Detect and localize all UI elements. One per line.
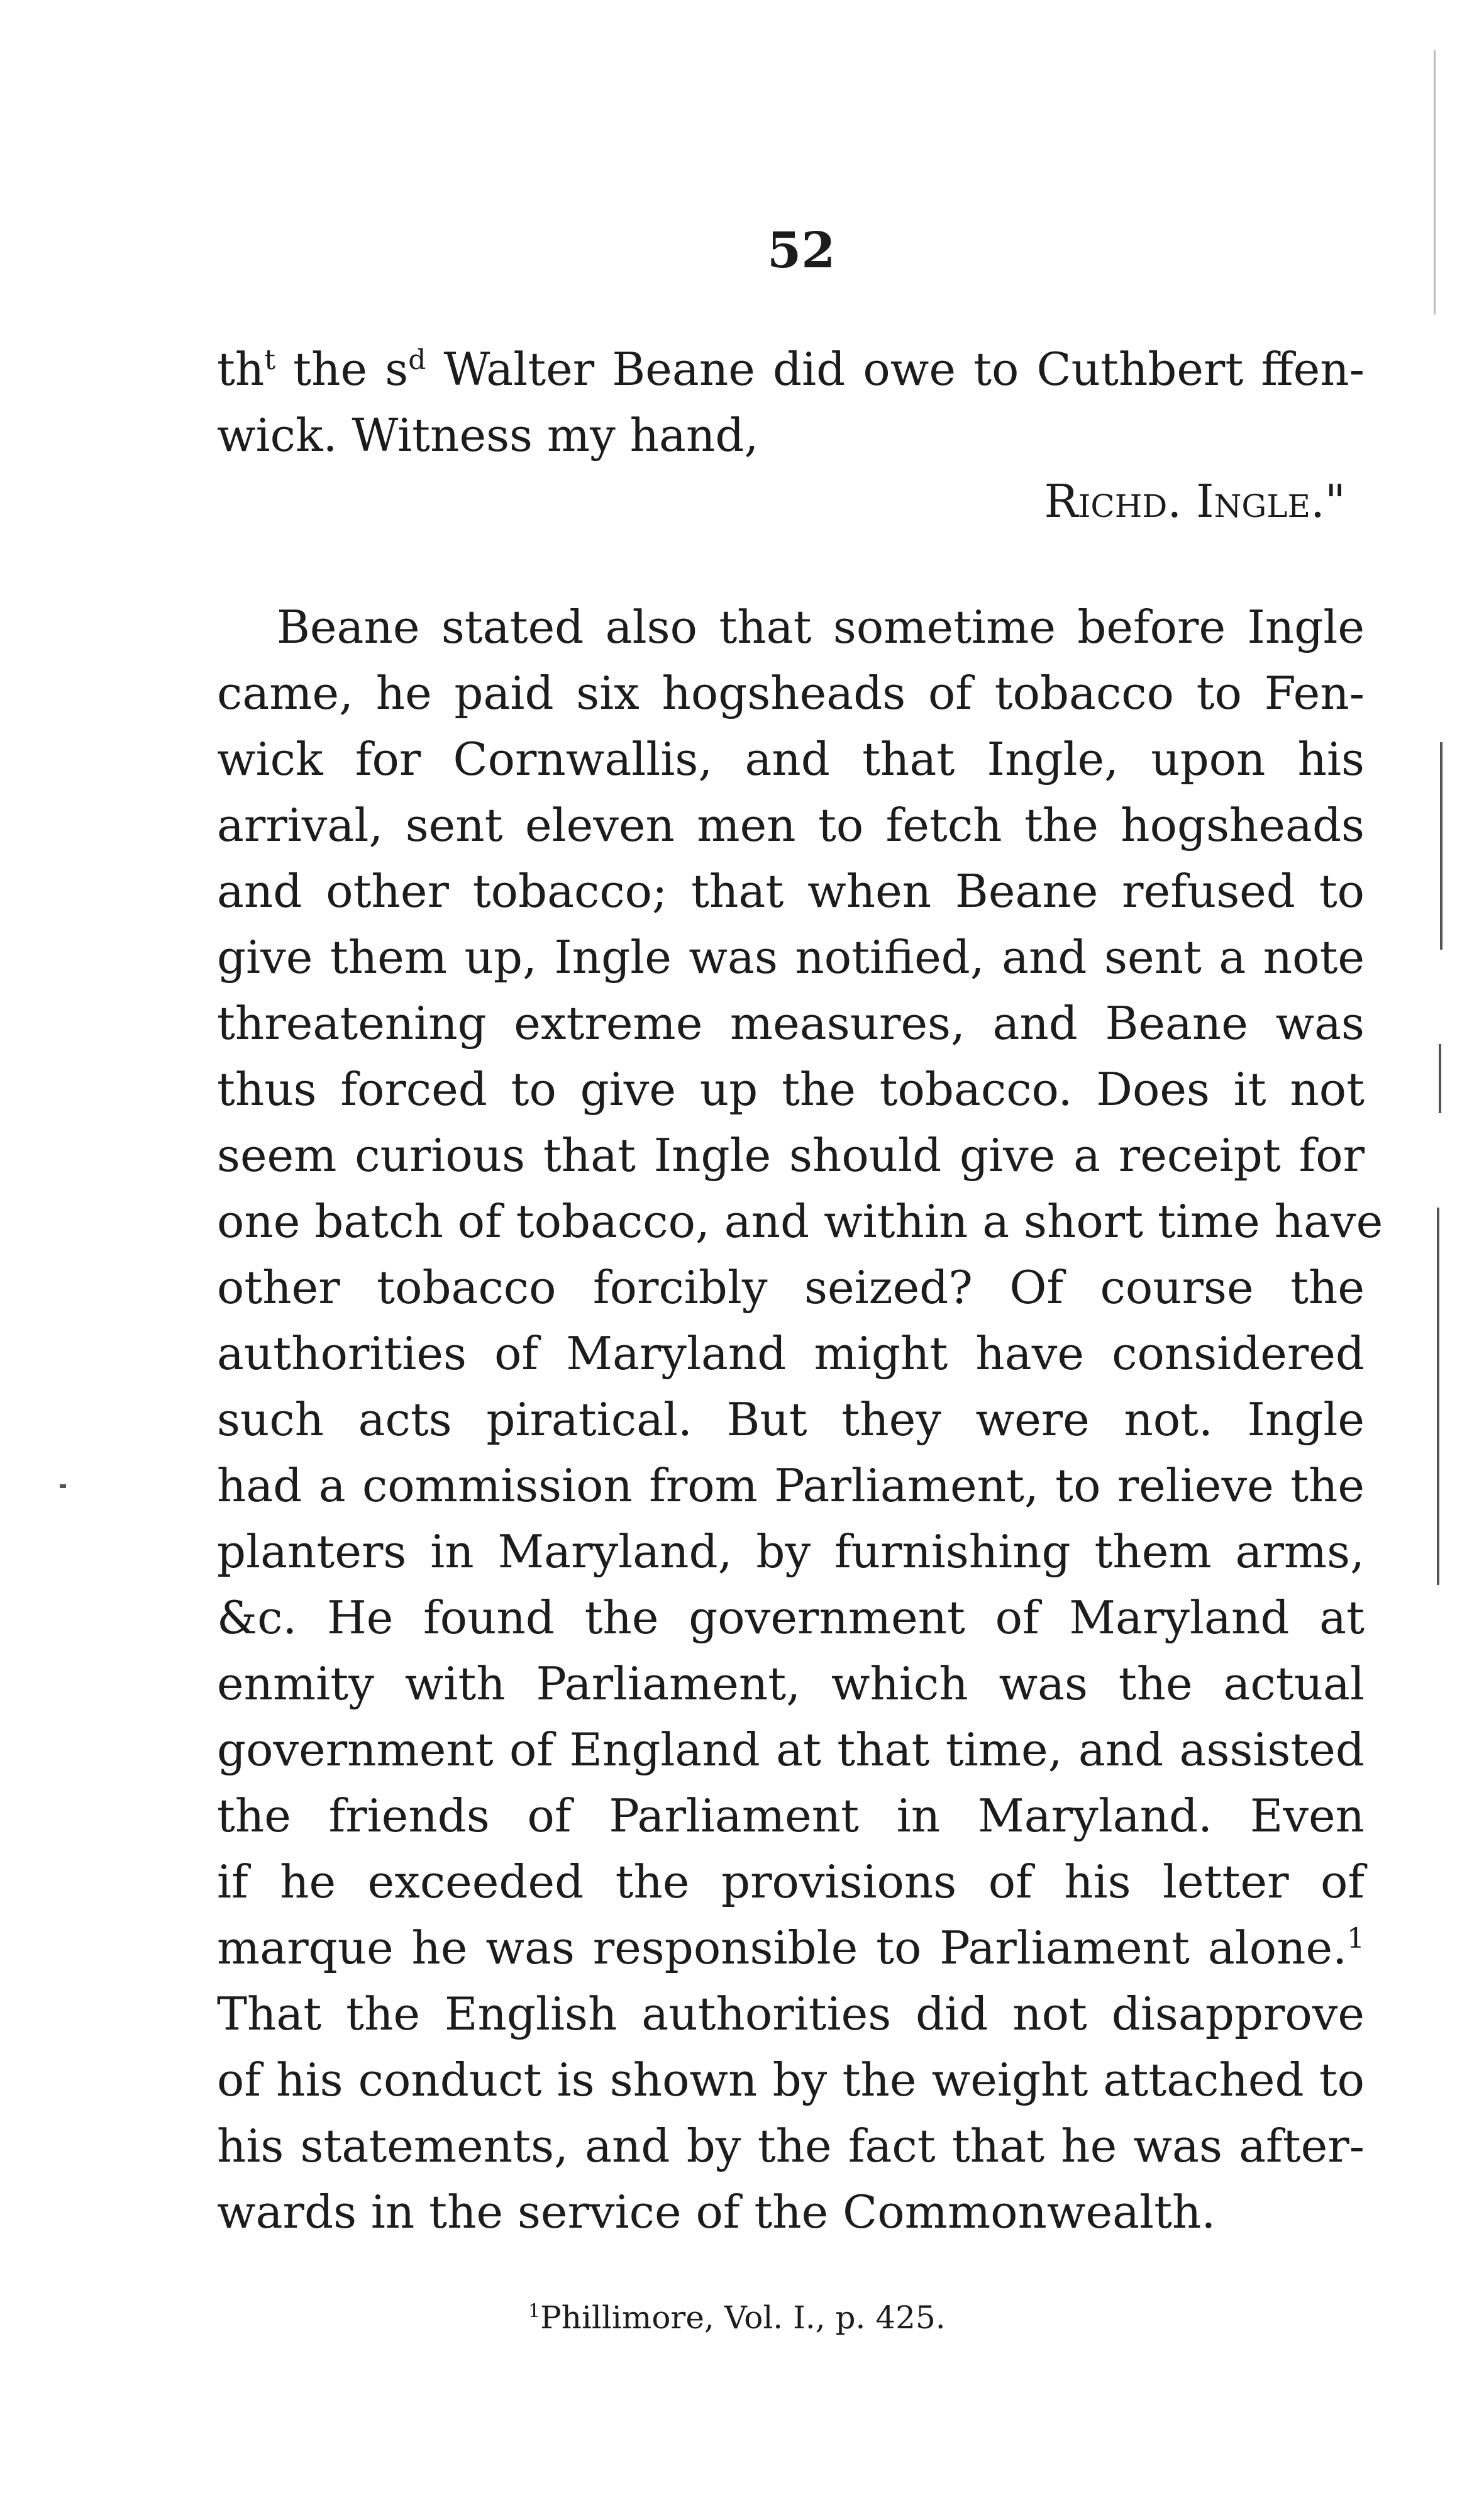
footnote-ref: 1: [1347, 1923, 1365, 1955]
paragraph-line: give them up, Ingle was notified, and sent a note: [217, 931, 1365, 984]
paragraph-line: thus forced to give up the tobacco. Does it not: [217, 1063, 1365, 1116]
paragraph-line: threatening extreme measures, and Beane was: [217, 997, 1365, 1050]
margin-scan-mark: [1437, 1208, 1439, 1585]
page-number: 52: [767, 222, 836, 279]
paragraph-line: &c. He found the government of Maryland at: [217, 1591, 1365, 1644]
paragraph-line: seem curious that Ingle should give a receipt for: [217, 1129, 1365, 1182]
paragraph-line: authorities of Maryland might have considered: [217, 1327, 1365, 1380]
paragraph-line: wick for Cornwallis, and that Ingle, upon his: [217, 733, 1365, 786]
footnote-mark: 1: [528, 2300, 541, 2323]
margin-scan-mark: [1440, 742, 1442, 950]
quote-line-1: $th^t$ the $s^d$ Walter Beane did owe to Cuthbert ffen-: [217, 343, 1365, 396]
quote-line-2: wick. Witness my hand,: [217, 409, 759, 462]
paragraph-line: his statements, and by the fact that he was after-: [217, 2119, 1365, 2172]
signature: Richd. Ingle.": [1044, 475, 1346, 528]
margin-scan-mark: [1434, 50, 1436, 314]
paragraph-line: other tobacco forcibly seized? Of course the: [217, 1261, 1365, 1314]
paragraph-line: planters in Maryland, by furnishing them arms,: [217, 1525, 1365, 1578]
paragraph-line: if he exceeded the provisions of his letter of: [217, 1855, 1365, 1908]
paragraph-line: arrival, sent eleven men to fetch the hogsheads: [217, 799, 1365, 852]
margin-scan-mark: [1439, 1044, 1441, 1113]
paragraph-line: and other tobacco; that when Beane refused to: [217, 865, 1365, 918]
body-paragraph: [217, 594, 1383, 2245]
footnote-text: Phillimore, Vol. I., p. 425.: [540, 2299, 946, 2336]
paragraph-line: the friends of Parliament in Maryland. Even: [217, 1789, 1365, 1842]
paragraph-line: wards in the service of the Commonwealth.: [217, 2186, 1216, 2238]
paragraph-line: came, he paid six hogsheads of tobacco to Fen-: [217, 667, 1365, 719]
paragraph-line: Beane stated also that sometime before Ingle: [277, 601, 1365, 653]
footnote: [528, 2299, 946, 2336]
paragraph-line: had a commission from Parliament, to relieve the: [217, 1459, 1365, 1512]
paragraph-line: enmity with Parliament, which was the actual: [217, 1657, 1365, 1710]
margin-scan-dot: [60, 1484, 66, 1488]
paragraph-line: such acts piratical. But they were not. Ingle: [217, 1393, 1365, 1446]
paragraph-line-with-footnote-ref: marque he was responsible to Parliament alone.$^1$: [217, 1921, 1365, 1974]
paragraph-line: government of England at that time, and assisted: [217, 1723, 1365, 1776]
paragraph-line: one batch of tobacco, and within a short time have: [217, 1195, 1383, 1248]
paragraph-line: of his conduct is shown by the weight attached to: [217, 2053, 1365, 2106]
paragraph-line: That the English authorities did not disapprove: [217, 1987, 1365, 2040]
quote-block: [217, 336, 1365, 535]
